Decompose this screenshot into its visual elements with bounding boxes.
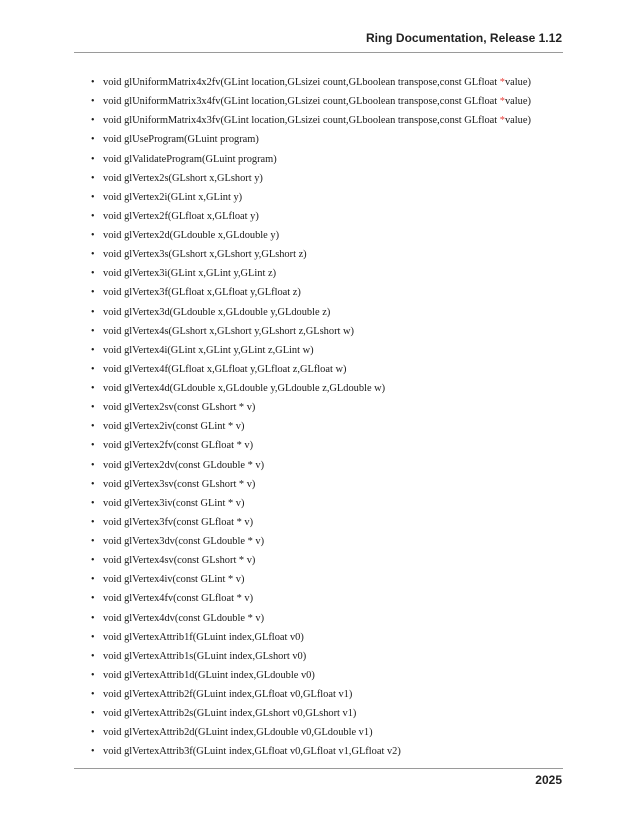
- pointer-asterisk: *: [499, 115, 505, 127]
- list-item: [91, 532, 571, 551]
- function-signature: void glUniformMatrix4x3fv(GLint location,GLsizei count,GLboolean transpose,const GLfloat: [103, 115, 500, 127]
- list-item: [91, 723, 571, 742]
- function-signature: void glVertexAttrib2f(GLuint index,GLfloat v0,GLfloat v1): [103, 689, 353, 700]
- list-item: [91, 283, 571, 302]
- function-signature: void glVertex4s(GLshort x,GLshort y,GLshort z,GLshort w): [103, 325, 354, 337]
- bullet-icon: •: [91, 172, 95, 184]
- function-signature: void glVertexAttrib1s(GLuint index,GLshort v0): [103, 650, 307, 662]
- bullet-icon: •: [91, 249, 95, 261]
- function-signature: void glUniformMatrix3x4fv(GLint location,GLsizei count,GLboolean transpose,const GLfloat: [103, 96, 500, 108]
- bullet-icon: •: [91, 402, 95, 414]
- function-signature: void glVertex2d(GLdouble x,GLdouble y): [103, 230, 280, 241]
- list-item: [91, 150, 571, 169]
- function-signature-tail: value): [504, 77, 531, 88]
- function-signature: void glVertexAttrib1d(GLuint index,GLdouble v0): [103, 669, 315, 681]
- bullet-icon: •: [91, 555, 95, 567]
- function-signature: void glVertex2f(GLfloat x,GLfloat y): [103, 210, 259, 222]
- list-item: [91, 494, 571, 513]
- function-signature: void glVertex3d(GLdouble x,GLdouble y,GLdouble z): [103, 306, 331, 318]
- bullet-icon: •: [91, 268, 95, 280]
- list-item: [91, 245, 571, 264]
- function-signature: void glVertex2iv(const GLint * v): [103, 421, 245, 433]
- header-divider: [74, 52, 563, 53]
- function-signature: void glVertex4sv(const GLshort * v): [103, 555, 256, 567]
- function-signature: void glVertexAttrib2d(GLuint index,GLdouble v0,GLdouble v1): [103, 727, 373, 739]
- list-item: [91, 551, 571, 570]
- list-item: [91, 341, 571, 360]
- list-item: [91, 264, 571, 283]
- list-item: [91, 589, 571, 608]
- function-list: [91, 73, 571, 762]
- function-signature: void glValidateProgram(GLuint program): [103, 153, 277, 165]
- list-item: [91, 130, 571, 149]
- function-signature: void glVertex4dv(const GLdouble * v): [103, 612, 265, 624]
- bullet-icon: •: [91, 383, 95, 394]
- function-signature: void glVertexAttrib3f(GLuint index,GLfloat v0,GLfloat v1,GLfloat v2): [103, 746, 401, 758]
- function-signature: void glVertex3sv(const GLshort * v): [103, 478, 256, 490]
- function-signature: void glVertex3dv(const GLdouble * v): [103, 536, 265, 547]
- list-item: [91, 73, 571, 92]
- function-signature: void glVertex2i(GLint x,GLint y): [103, 191, 243, 203]
- bullet-icon: •: [91, 191, 95, 203]
- list-item: [91, 207, 571, 226]
- function-signature: void glVertex3s(GLshort x,GLshort y,GLshort z): [103, 249, 307, 261]
- page-header-title: Ring Documentation, Release 1.12: [365, 31, 562, 45]
- bullet-icon: •: [91, 727, 95, 739]
- bullet-icon: •: [91, 612, 95, 624]
- function-signature-tail: value): [504, 96, 531, 108]
- list-item: [91, 188, 571, 207]
- list-item: [91, 379, 571, 398]
- bullet-icon: •: [91, 421, 95, 433]
- list-item: [91, 609, 571, 628]
- function-signature: void glVertex3fv(const GLfloat * v): [103, 516, 254, 528]
- function-signature: void glVertex2s(GLshort x,GLshort y): [103, 172, 263, 184]
- bullet-icon: •: [91, 440, 95, 452]
- bullet-icon: •: [91, 631, 95, 643]
- bullet-icon: •: [91, 344, 95, 356]
- function-signature: void glVertex4fv(const GLfloat * v): [103, 593, 254, 605]
- list-item: [91, 169, 571, 188]
- pointer-asterisk: *: [499, 77, 505, 88]
- pointer-asterisk: *: [499, 96, 505, 108]
- list-item: [91, 570, 571, 589]
- list-item: [91, 92, 571, 111]
- list-item: [91, 475, 571, 494]
- bullet-icon: •: [91, 478, 95, 490]
- function-signature: void glVertex2sv(const GLshort * v): [103, 402, 256, 414]
- list-item: [91, 628, 571, 647]
- function-signature: void glVertexAttrib1f(GLuint index,GLfloat v0): [103, 631, 304, 643]
- list-item: [91, 647, 571, 666]
- bullet-icon: •: [91, 363, 95, 375]
- function-signature: void glVertex4i(GLint x,GLint y,GLint z,GLint w): [103, 344, 314, 356]
- function-signature: void glVertex4f(GLfloat x,GLfloat y,GLfloat z,GLfloat w): [103, 363, 347, 375]
- bullet-icon: •: [91, 593, 95, 605]
- bullet-icon: •: [91, 153, 95, 165]
- bullet-icon: •: [91, 536, 95, 547]
- function-signature: void glVertex3f(GLfloat x,GLfloat y,GLfloat z): [103, 287, 301, 299]
- list-item: [91, 456, 571, 475]
- page-number: 2025: [535, 773, 562, 787]
- function-signature: void glVertex3i(GLint x,GLint y,GLint z): [103, 268, 277, 280]
- function-signature: void glUniformMatrix4x2fv(GLint location,GLsizei count,GLboolean transpose,const GLfloat: [103, 77, 500, 88]
- list-item: [91, 111, 571, 130]
- list-item: [91, 303, 571, 322]
- list-item: [91, 398, 571, 417]
- list-item: [91, 436, 571, 455]
- function-signature: void glVertexAttrib2s(GLuint index,GLshort v0,GLshort v1): [103, 708, 357, 720]
- function-signature: void glVertex3iv(const GLint * v): [103, 497, 245, 509]
- list-item: [91, 704, 571, 723]
- bullet-icon: •: [91, 669, 95, 681]
- bullet-icon: •: [91, 96, 95, 108]
- bullet-icon: •: [91, 287, 95, 299]
- list-item: [91, 666, 571, 685]
- function-signature: void glVertex4iv(const GLint * v): [103, 574, 245, 586]
- list-item: [91, 226, 571, 245]
- list-item: [91, 322, 571, 341]
- bullet-icon: •: [91, 516, 95, 528]
- list-item: [91, 513, 571, 532]
- function-signature: void glVertex2fv(const GLfloat * v): [103, 440, 254, 452]
- bullet-icon: •: [91, 230, 95, 241]
- function-signature-tail: value): [504, 115, 531, 127]
- bullet-icon: •: [91, 650, 95, 662]
- function-signature: void glUseProgram(GLuint program): [103, 134, 259, 146]
- bullet-icon: •: [91, 459, 95, 471]
- bullet-icon: •: [91, 306, 95, 318]
- function-signature: void glVertex2dv(const GLdouble * v): [103, 459, 265, 471]
- bullet-icon: •: [91, 497, 95, 509]
- list-item: [91, 417, 571, 436]
- bullet-icon: •: [91, 134, 95, 146]
- bullet-icon: •: [91, 210, 95, 222]
- bullet-icon: •: [91, 746, 95, 758]
- bullet-icon: •: [91, 77, 95, 88]
- bullet-icon: •: [91, 115, 95, 127]
- list-item: [91, 685, 571, 704]
- bullet-icon: •: [91, 708, 95, 720]
- list-item: [91, 742, 571, 761]
- bullet-icon: •: [91, 574, 95, 586]
- list-item: [91, 360, 571, 379]
- footer-divider: [74, 768, 563, 769]
- function-signature: void glVertex4d(GLdouble x,GLdouble y,GLdouble z,GLdouble w): [103, 383, 386, 394]
- bullet-icon: •: [91, 689, 95, 700]
- bullet-icon: •: [91, 325, 95, 337]
